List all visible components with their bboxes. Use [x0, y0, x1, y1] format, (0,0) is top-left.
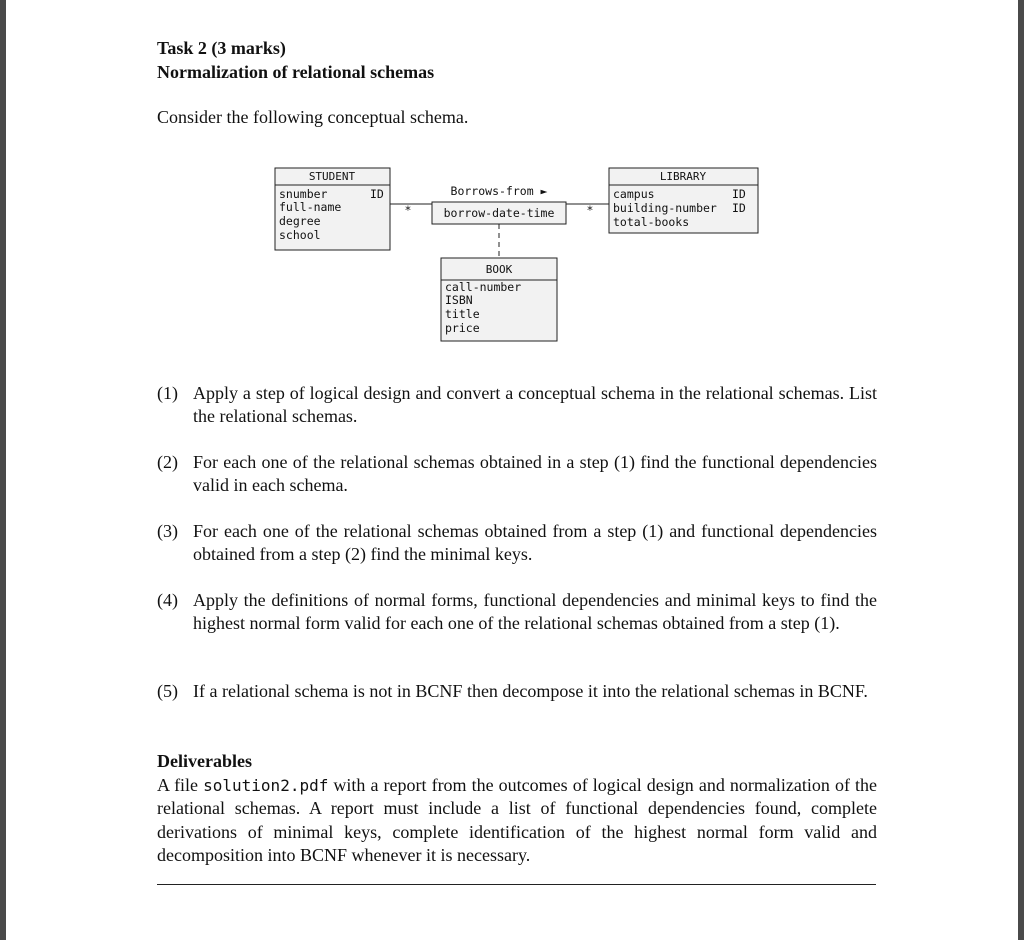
- library-id-label-1: ID: [732, 201, 746, 215]
- task-text: Apply a step of logical design and convert a conceptual schema in the relational schemas. List the relational schemas.: [193, 383, 877, 426]
- footer-rule: [157, 884, 876, 885]
- intro-paragraph: Consider the following conceptual schema.: [157, 107, 469, 127]
- student-class-name: STUDENT: [308, 170, 356, 183]
- page-title: [157, 36, 434, 84]
- library-class-name: LIBRARY: [659, 170, 707, 183]
- student-attr-3: school: [279, 228, 321, 242]
- task-text: For each one of the relational schemas obtained in a step (1) find the functional dependencies valid in each schema.: [193, 452, 877, 495]
- task-number: (2): [157, 452, 178, 472]
- task-text: For each one of the relational schemas obtained from a step (1) and functional dependencies obtained from a step (2) find the minimal keys.: [193, 521, 877, 564]
- deliverables-heading: Deliverables: [157, 751, 252, 771]
- relationship-attribute: borrow-date-time: [443, 206, 555, 220]
- library-id-label-0: ID: [732, 187, 746, 201]
- book-class-name: BOOK: [485, 263, 513, 276]
- library-attr-1: building-number: [613, 201, 717, 215]
- deliverables-text-before: A file: [157, 774, 204, 795]
- student-class: [275, 168, 390, 250]
- student-attr-2: degree: [279, 214, 321, 228]
- task-number: (5): [157, 681, 178, 701]
- right-multiplicity: *: [586, 203, 594, 217]
- student-attr-1: full-name: [279, 200, 342, 214]
- book-class: [441, 258, 557, 341]
- deliverables-text-after: with a report from the outcomes of logical design and normalization of the relational schemas. A report must include a list of functional dependencies found, complete derivations of minimal keys, complete identification of the highest normal form valid and decomposition into BCNF whenever it is necessary.: [157, 774, 877, 865]
- task-item-2: [157, 451, 877, 497]
- task-item-4: [157, 589, 877, 635]
- task-item-1: [157, 382, 877, 428]
- book-attr-3: price: [445, 321, 480, 335]
- library-class: [609, 168, 758, 233]
- deliverables-filename: solution2.pdf: [203, 775, 329, 795]
- book-attr-0: call-number: [445, 280, 522, 294]
- library-attr-0: campus: [613, 187, 655, 201]
- conceptual-schema-diagram: [260, 160, 780, 360]
- task-number: (3): [157, 521, 178, 541]
- deliverables-section: [157, 750, 877, 868]
- task-number: (1): [157, 383, 178, 403]
- deliverables-paragraph: [157, 774, 877, 868]
- task-text: Apply the definitions of normal forms, functional dependencies and minimal keys to find the highest normal form valid for each one of the relational schemas obtained from a step (1).: [193, 590, 877, 633]
- task-item-3: [157, 520, 877, 566]
- borrows-from-relationship: [432, 184, 566, 224]
- book-attr-2: title: [445, 307, 480, 321]
- task-text: If a relational schema is not in BCNF then decompose it into the relational schemas in BCNF.: [193, 681, 868, 701]
- task-subtitle: Normalization of relational schemas: [157, 62, 435, 82]
- student-id-label: ID: [370, 187, 384, 201]
- relationship-name: Borrows-from ►: [450, 184, 548, 198]
- left-multiplicity: *: [404, 203, 412, 217]
- book-attr-1: ISBN: [445, 293, 473, 307]
- task-item-5: [157, 680, 877, 703]
- task-title: Task 2 (3 marks): [157, 38, 286, 58]
- library-attr-2: total-books: [613, 215, 690, 229]
- task-number: (4): [157, 590, 178, 610]
- student-attr-0: snumber: [279, 187, 328, 201]
